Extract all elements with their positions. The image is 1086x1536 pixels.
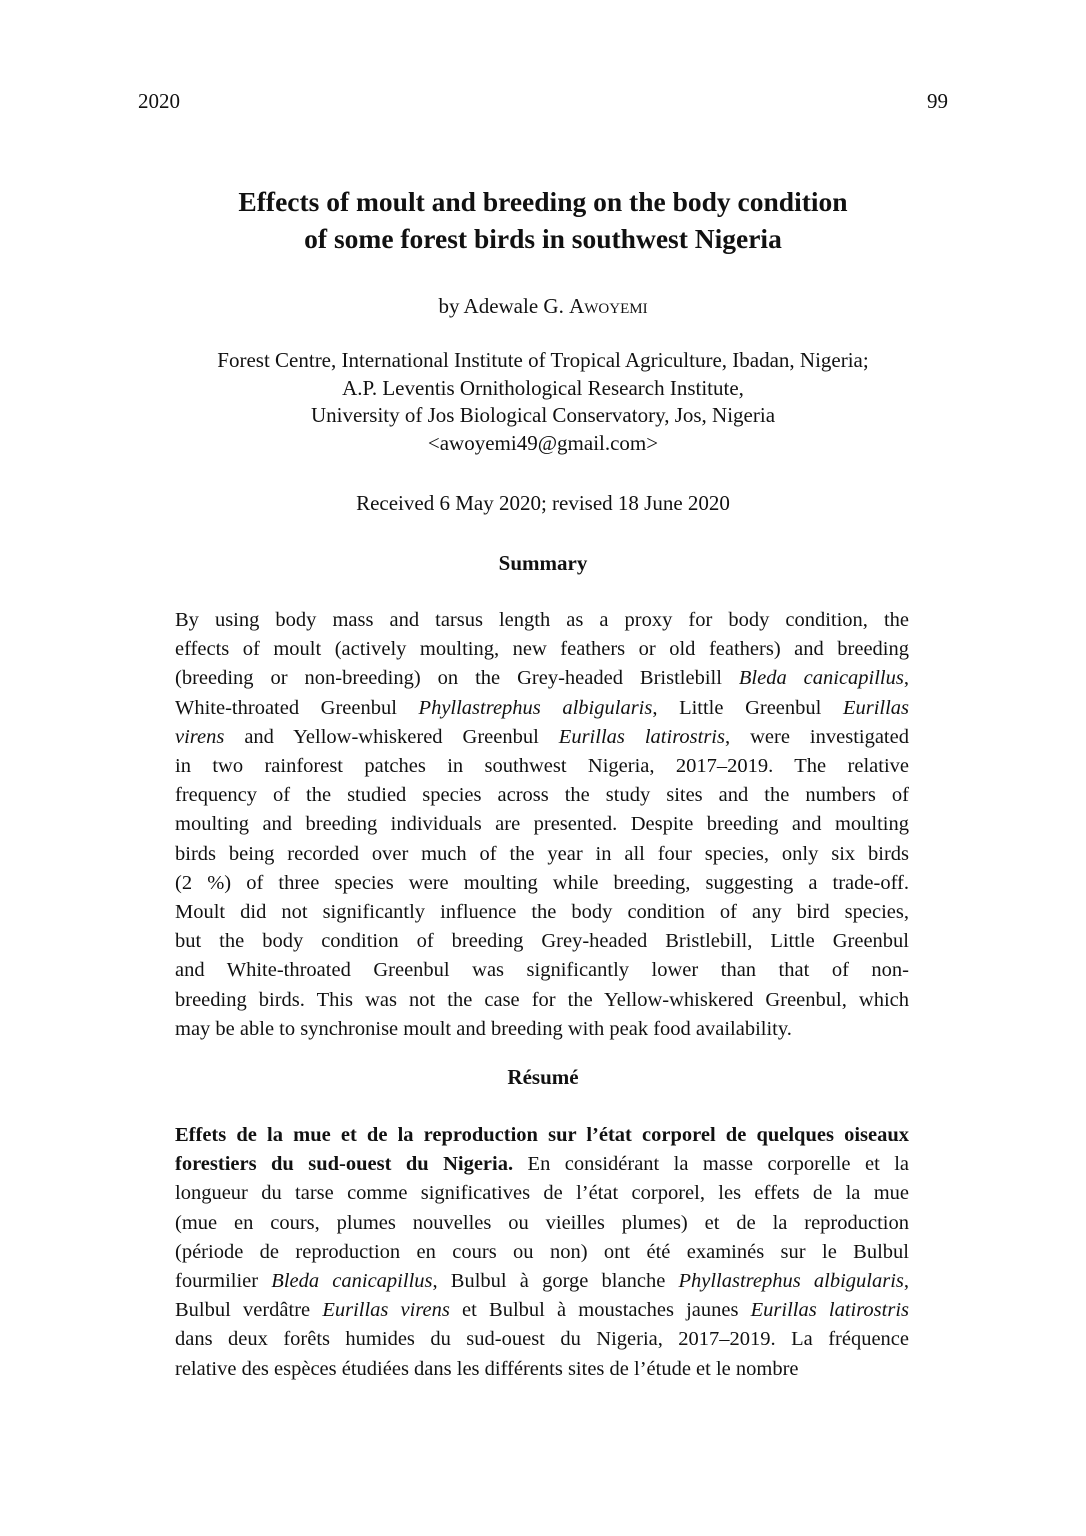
summary-text-line	[175, 752, 909, 781]
summary-text-line	[175, 694, 909, 723]
species-name: virens	[175, 725, 225, 748]
text-run: , Little Greenbul	[652, 696, 843, 719]
text-run: ,	[903, 1270, 909, 1293]
affiliation-line-1: Forest Centre, International Institute of Tropical Agriculture, Ibadan, Nigeria;	[217, 348, 869, 372]
resume-text-line	[175, 1150, 909, 1179]
resume-text-line	[175, 1179, 909, 1208]
text-run: may be able to synchronise moult and breeding with peak food availability.	[175, 1017, 792, 1040]
text-run: En considérant la masse corporelle et la	[513, 1153, 909, 1176]
text-run: and Yellow-whiskered Greenbul	[224, 725, 559, 748]
summary-paragraph	[175, 606, 909, 1044]
summary-text-line	[175, 956, 909, 985]
text-run: (breeding or non-breeding) on the Grey-headed Bristlebill	[175, 667, 739, 690]
text-run: longueur du tarse comme significatives de l’état corporel, les effets de la mue	[175, 1182, 909, 1205]
text-run: ,	[903, 667, 909, 690]
affiliation-line-3: University of Jos Biological Conservatory, Jos, Nigeria	[310, 403, 776, 427]
species-name: Phyllastrephus albigularis	[678, 1270, 904, 1293]
text-run: birds being recorded over much of the year in all four species, only six birds	[175, 842, 909, 865]
author-byline	[120, 293, 966, 319]
text-run: moulting and breeding individuals are presented. Despite breeding and moulting	[175, 813, 909, 836]
received-dates: Received 6 May 2020; revised 18 June 2020	[356, 491, 730, 515]
resume-text-line	[175, 1325, 909, 1354]
species-name: Eurillas	[842, 696, 910, 719]
text-run: et Bulbul à moustaches jaunes	[449, 1299, 751, 1322]
summary-text-line	[175, 664, 909, 693]
text-run: (2 %) of three species were moulting while breeding, suggesting a trade-off.	[175, 871, 909, 894]
species-name: Bleda canicapillus	[738, 667, 904, 690]
bold-title-text: Effets de la mue et de la reproduction sur l’état corporel de quelques oiseaux	[175, 1124, 909, 1146]
summary-text-line	[175, 781, 909, 810]
running-header-year: 2020	[138, 89, 180, 113]
summary-text-line	[175, 810, 909, 839]
author-email: <awoyemi49@gmail.com>	[427, 430, 659, 455]
summary-text-line	[175, 635, 909, 664]
resume-text-line	[175, 1296, 909, 1325]
summary-text-line	[175, 927, 909, 956]
text-run: , Bulbul à gorge blanche	[432, 1270, 679, 1293]
bold-title-text: forestiers du sud-ouest du Nigeria.	[175, 1153, 514, 1176]
text-run: , were investigated	[724, 725, 909, 748]
text-run: relative des espèces étudiées dans les différents sites de l’étude et le nombre	[175, 1357, 799, 1380]
summary-text-line	[175, 869, 909, 898]
text-run: in two rainforest patches in southwest Nigeria, 2017–2019. The relative	[175, 755, 909, 778]
summary-text-line	[175, 986, 909, 1015]
text-run: (mue en cours, plumes nouvelles ou vieilles plumes) et de la reproduction	[175, 1211, 909, 1234]
species-name: Eurillas latirostris	[558, 725, 725, 748]
resume-text-line	[175, 1355, 909, 1384]
resume-text-line	[175, 1121, 909, 1150]
summary-text-line	[175, 606, 909, 635]
page-number: 99	[927, 89, 948, 113]
byline-prefix: by Adewale G.	[438, 294, 564, 318]
text-run: dans deux forêts humides du sud-ouest du Nigeria, 2017–2019. La fréquence	[175, 1328, 909, 1351]
resume-paragraph	[175, 1121, 909, 1384]
article-title-line-2: of some forest birds in southwest Nigeria	[304, 223, 782, 254]
summary-text-line	[175, 723, 909, 752]
text-run: breeding birds. This was not the case for the Yellow-whiskered Greenbul, which	[175, 988, 909, 1011]
text-run: By using body mass and tarsus length as a proxy for body condition, the	[175, 609, 909, 631]
summary-text-line	[175, 840, 909, 869]
resume-heading: Résumé	[507, 1065, 579, 1089]
resume-text-line	[175, 1267, 909, 1296]
resume-text-line	[175, 1238, 909, 1267]
text-run: White-throated Greenbul	[175, 696, 419, 719]
species-name: Eurillas latirostris	[750, 1299, 910, 1322]
author-surname: Awoyemi	[569, 294, 648, 318]
summary-text-line	[175, 898, 909, 927]
resume-text-line	[175, 1209, 909, 1238]
text-run: (période de reproduction en cours ou non) ont été examinés sur le Bulbul	[175, 1240, 909, 1263]
author-affiliation	[120, 347, 966, 457]
text-run: Bulbul verdâtre	[175, 1299, 323, 1322]
text-run: effects of moult (actively moulting, new feathers or old feathers) and breeding	[175, 638, 909, 661]
article-title-line-1: Effects of moult and breeding on the body condition	[238, 186, 848, 217]
species-name: Bleda canicapillus	[271, 1270, 433, 1293]
text-run: frequency of the studied species across the study sites and the numbers of	[175, 784, 909, 807]
species-name: Phyllastrephus albigularis	[418, 696, 653, 719]
affiliation-line-2: A.P. Leventis Ornithological Research Institute,	[342, 375, 744, 400]
article-title	[120, 183, 966, 257]
text-run: Moult did not significantly influence the body condition of any bird species,	[175, 901, 909, 924]
summary-text-line	[175, 1015, 909, 1044]
summary-heading: Summary	[498, 551, 588, 575]
text-run: fourmilier	[175, 1270, 272, 1293]
text-run: but the body condition of breeding Grey-headed Bristlebill, Little Greenbul	[175, 930, 909, 953]
text-run: and White-throated Greenbul was significantly lower than that of non-	[175, 959, 909, 982]
species-name: Eurillas virens	[322, 1299, 450, 1322]
